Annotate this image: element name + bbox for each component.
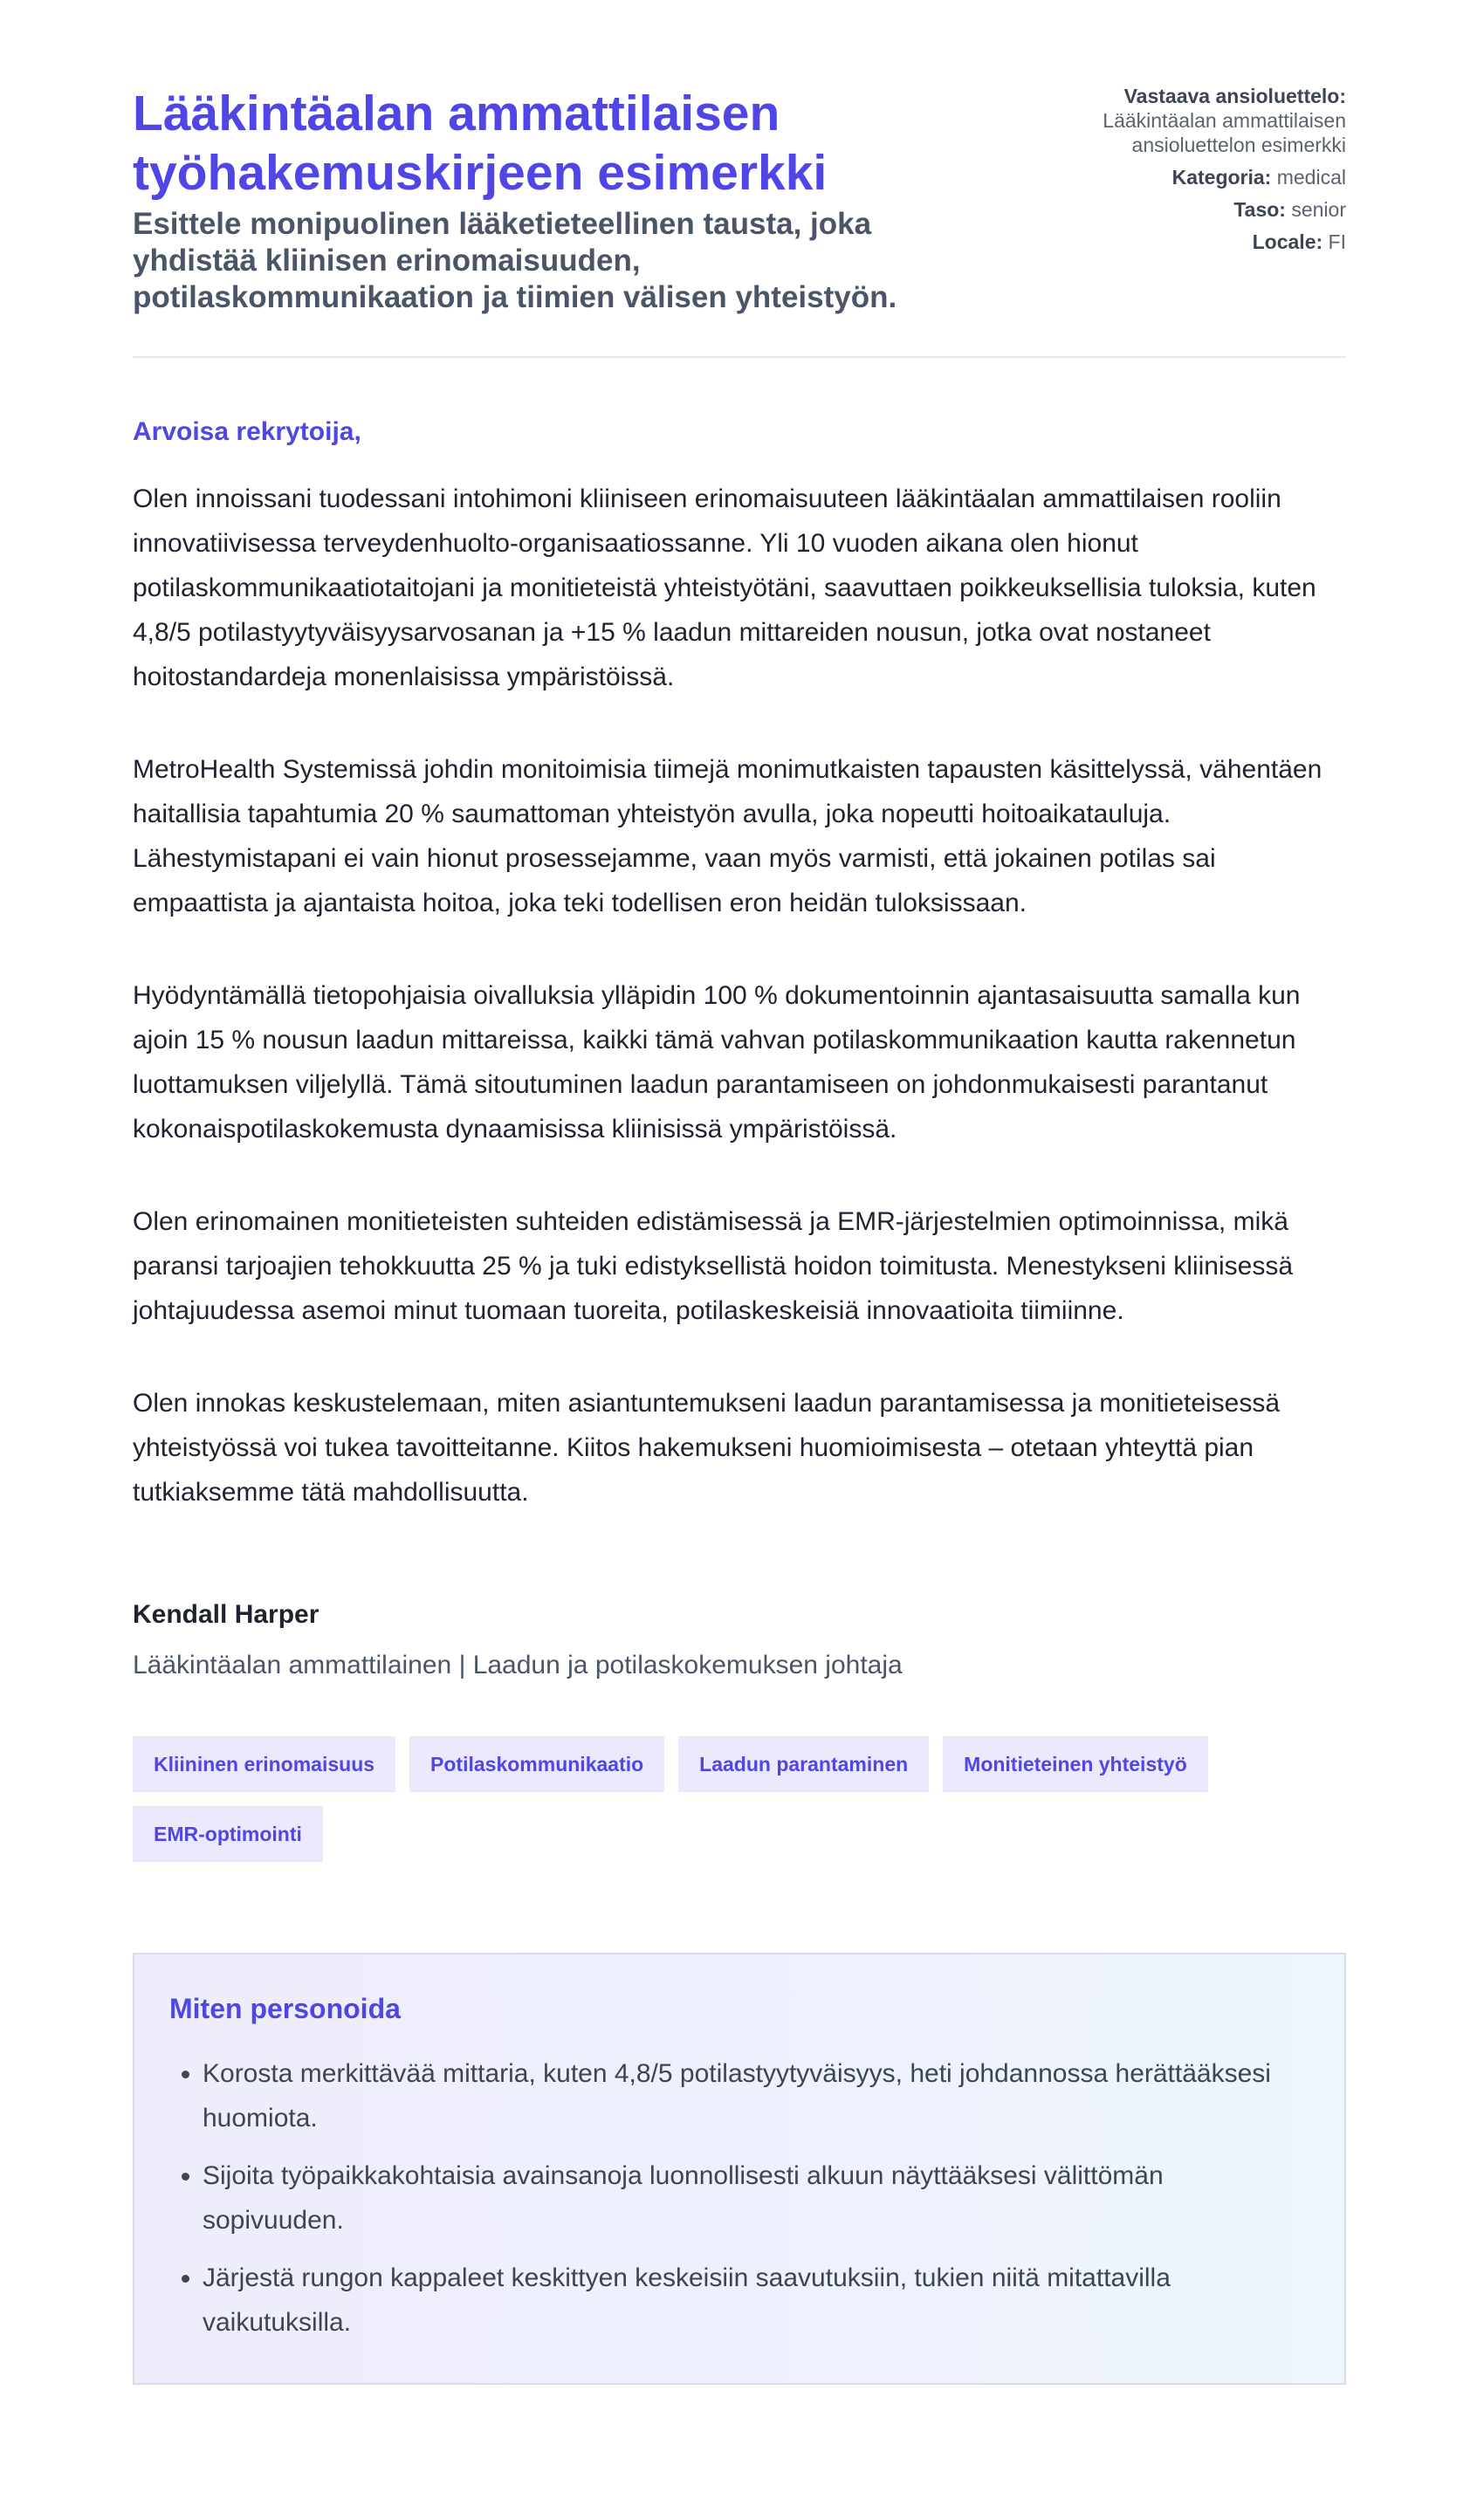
letter-paragraph: MetroHealth Systemissä johdin monitoimisia tiimejä monimutkaisten tapausten käsittelyssä, vähentäen haitallisia tapahtumia 20 % saumattoman yhteistyön avulla, joka nopeutti hoitoaikatauluja. Lähestymistapani ei vain hionut prosessejamme, vaan myös varmisti, että jokainen potilas sai empaattista ja ajantaista hoitoa, joka teki todellisen eron heidän tuloksissaan. — [133, 755, 1323, 917]
letter-body — [133, 477, 1346, 1515]
letter-paragraph: Olen innoissani tuodessani intohimoni kliiniseen erinomaisuuteen lääkintäalan ammattilaisen rooliin innovatiivisessa terveydenhuolto-organisaatiossanne. Yli 10 vuoden aikana olen hionut potilaskommunikaatiotaitojani ja monitieteistä yhteistyötäni, saavuttaen poikkeuksellisia tuloksia, kuten 4,8/5 potilastyytyväisyysarvosanan ja +15 % laadun mittareiden nousun, jotka ovat nostaneet hoitostandardeja monenlaisissa ympäristöissä. — [133, 484, 1316, 691]
letter-paragraph: Olen erinomainen monitieteisten suhteiden edistämisessä ja EMR-järjestelmien optimoinnissa, mikä paransi tarjoajien tehokkuutta 25 % ja tuki edistyksellistä hoidon toimitusta. Menestykseni kliinisessä johtajuudessa asemoi minut tuomaan tuoreita, potilaskeskeisiä innovaatioita tiimiinne. — [133, 1207, 1294, 1325]
personalization-tips-box — [133, 1953, 1346, 2385]
tip-item: • Korosta merkittävää mittaria, kuten 4,8/5 potilastyytyväisyys, heti johdannossa herättääksesi huomiota. — [203, 2051, 1309, 2140]
meta-category-label: Kategoria: — [1171, 166, 1272, 189]
meta-category — [997, 165, 1346, 189]
letter-greeting: Arvoisa rekrytoija, — [133, 417, 361, 446]
signature-role: Lääkintäalan ammattilainen | Laadun ja potilaskokemuksen johtaja — [133, 1651, 903, 1679]
meta-level-value: senior — [1291, 198, 1346, 221]
meta-locale-label: Locale: — [1252, 230, 1323, 253]
skill-tag: Kliininen erinomaisuus — [133, 1736, 395, 1792]
tips-title: Miten personoida — [169, 1993, 401, 2024]
page-header — [133, 84, 1346, 358]
tips-list — [169, 2051, 1309, 2345]
meta-level — [997, 197, 1346, 222]
skill-tag: Laadun parantaminen — [678, 1736, 929, 1792]
tip-item: • Sijoita työpaikkakohtaisia avainsanoja luonnollisesti alkuun näyttääksesi välittömän sopivuuden. — [203, 2153, 1309, 2243]
meta-related-resume — [997, 84, 1346, 157]
tip-item: • Järjestä rungon kappaleet keskittyen keskeisiin saavutuksiin, tukien niitä mitattavilla vaikutuksilla. — [203, 2256, 1309, 2345]
skill-tags — [133, 1736, 1268, 1862]
meta-locale-value: FI — [1328, 230, 1346, 253]
signature-name: Kendall Harper — [133, 1600, 319, 1629]
page-subtitle: Esittele monipuolinen lääketieteellinen tausta, joka yhdistää kliinisen erinomaisuuden, potilaskommunikaation ja tiimien välisen yhteistyön. — [133, 207, 897, 314]
meta-locale — [997, 230, 1346, 254]
page-title: Lääkintäalan ammattilaisen työhakemuskirjeen esimerkki — [133, 86, 828, 201]
meta-related-resume-value: Lääkintäalan ammattilaisen ansioluettelon esimerkki — [1103, 109, 1346, 156]
cover-letter-page — [133, 0, 1346, 2385]
meta-category-value: medical — [1276, 166, 1346, 189]
letter-paragraph: Hyödyntämällä tietopohjaisia oivalluksia ylläpidin 100 % dokumentoinnin ajantasaisuutta samalla kun ajoin 15 % nousun laadun mittareissa, kaikki tämä vahvan potilaskommunikaation kautta rakennetun luottamuksen viljelyllä. Tämä sitoutuminen laadun parantamiseen on johdonmukaisesti parantanut kokonaispotilaskokemusta dynaamisissa kliinisissä ympäristöissä. — [133, 981, 1301, 1144]
letter-paragraph: Olen innokas keskustelemaan, miten asiantuntemukseni laadun parantamisessa ja monitieteisessä yhteistyössä voi tukea tavoitteitanne. Kiitos hakemukseni huomioimisesta – otetaan yhteyttä pian tutkiaksemme tätä mahdollisuutta. — [133, 1389, 1281, 1507]
skill-tag: Monitieteinen yhteistyö — [943, 1736, 1208, 1792]
meta-related-resume-label: Vastaava ansioluettelo: — [1123, 85, 1346, 107]
meta-panel — [997, 84, 1346, 262]
meta-level-label: Taso: — [1233, 198, 1286, 221]
header-titles — [133, 84, 971, 316]
skill-tag: Potilaskommunikaatio — [409, 1736, 664, 1792]
skill-tag: EMR-optimointi — [133, 1806, 323, 1862]
